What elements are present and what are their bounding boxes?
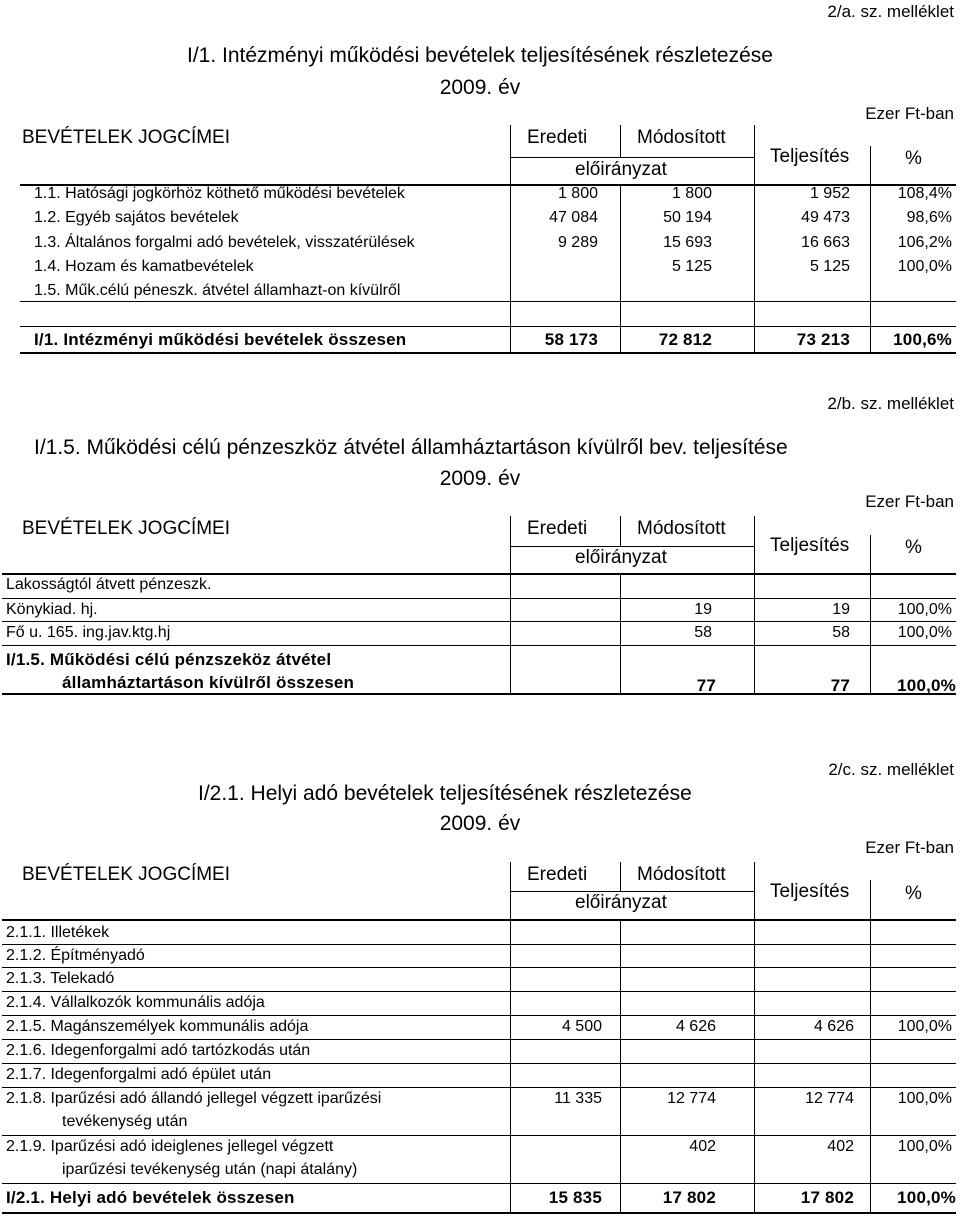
table-row: 2.1.6. Idegenforgalmi adó tartózkodás után — [6, 1042, 311, 1059]
table-cell: 19 — [832, 601, 850, 618]
section-year-2: 2009. év — [439, 467, 521, 490]
total-cell: 58 173 — [544, 330, 598, 349]
header-original-2: Eredeti — [527, 518, 588, 539]
table-cell: 11 335 — [554, 1090, 602, 1107]
header-percent-2: % — [905, 537, 922, 558]
table-row: Könykiad. hj. — [6, 601, 98, 618]
total-row-2-line1: I/1.5. Működési célú pénzszeköz átvétel — [6, 650, 332, 669]
unit-label-2: Ezer Ft-ban — [865, 492, 954, 511]
table-row: 1.4. Hozam és kamatbevételek — [34, 258, 254, 275]
table-cell: 100,0% — [897, 258, 952, 275]
table-cell: 49 473 — [801, 209, 850, 226]
total-cell: 73 213 — [796, 330, 850, 349]
table-row: 1.1. Hatósági jogkörhöz köthető működési bevételek — [34, 185, 405, 202]
table-cell: 402 — [827, 1138, 854, 1155]
table-cell: 4 500 — [561, 1018, 602, 1035]
header-category-2: BEVÉTELEK JOGCÍMEI — [22, 518, 230, 539]
total-cell: 17 802 — [800, 1188, 854, 1207]
table-row-continued: tevékenység után — [62, 1113, 188, 1130]
table-cell: 100,0% — [897, 624, 952, 641]
table-cell: 106,2% — [897, 234, 952, 251]
section-title-1: I/1. Intézményi működési bevételek teljesítésének részletezése — [187, 44, 773, 67]
header-percent-1: % — [905, 148, 922, 169]
section-title-3: I/2.1. Helyi adó bevételek teljesítésének részletezése — [198, 782, 692, 805]
table-row: 2.1.1. Illetékek — [6, 924, 110, 941]
table-row: 1.2. Egyéb sajátos bevételek — [34, 209, 239, 226]
header-category-1: BEVÉTELEK JOGCÍMEI — [22, 127, 230, 148]
total-row-1: I/1. Intézményi működési bevételek összesen — [34, 330, 407, 349]
table-cell: 9 289 — [557, 234, 598, 251]
table-cell: 19 — [694, 601, 712, 618]
header-original-3: Eredeti — [527, 864, 588, 885]
header-performance-3: Teljesítés — [770, 881, 850, 902]
header-appropriation-2: előirányzat — [575, 547, 667, 568]
total-cell: 100,6% — [893, 330, 952, 349]
header-appropriation-3: előirányzat — [575, 892, 667, 913]
table-row: 2.1.5. Magánszemélyek kommunális adója — [6, 1018, 309, 1035]
table-row: 1.5. Műk.célú péneszk. átvétel államhazt-on kívülről — [34, 282, 401, 299]
table-cell: 16 663 — [801, 234, 850, 251]
table-cell: 402 — [689, 1138, 716, 1155]
header-category-3: BEVÉTELEK JOGCÍMEI — [22, 864, 230, 885]
table-cell: 5 125 — [809, 258, 850, 275]
table-cell: 100,0% — [897, 1138, 952, 1155]
total-cell: 17 802 — [662, 1188, 716, 1207]
table-cell: 100,0% — [897, 1090, 952, 1107]
table-row: 2.1.7. Idegenforgalmi adó épület után — [6, 1066, 272, 1083]
table-cell: 47 084 — [549, 209, 598, 226]
unit-label-1: Ezer Ft-ban — [865, 104, 954, 123]
table-cell: 15 693 — [663, 234, 712, 251]
table-cell: 1 952 — [809, 185, 850, 202]
table-row: 2.1.9. Iparűzési adó ideiglenes jellegel végzett — [6, 1138, 334, 1155]
table-cell: 1 800 — [671, 185, 712, 202]
total-cell: 15 835 — [548, 1188, 602, 1207]
table-cell: 4 626 — [813, 1018, 854, 1035]
table-cell: 100,0% — [897, 601, 952, 618]
header-original-1: Eredeti — [527, 127, 588, 148]
table-row: Lakosságtól átvett pénzeszk. — [6, 576, 212, 593]
total-cell: 77 — [696, 676, 716, 695]
total-cell: 100,0% — [897, 676, 956, 695]
table-cell: 12 774 — [667, 1090, 716, 1107]
table-row: 2.1.2. Építményadó — [6, 947, 145, 964]
section-year-1: 2009. év — [439, 76, 521, 99]
table-row: 2.1.8. Iparűzési adó állandó jellegel végzett iparűzési — [6, 1090, 382, 1107]
table-cell: 108,4% — [897, 185, 952, 202]
table-cell: 4 626 — [675, 1018, 716, 1035]
annex-label-c: 2/c. sz. melléklet — [828, 760, 954, 779]
header-modified-1: Módosított — [637, 127, 726, 148]
section-title-2: I/1.5. Működési célú pénzeszköz átvétel államháztartáson kívülről bev. teljesítése — [34, 436, 788, 459]
header-appropriation-1: előirányzat — [575, 159, 667, 180]
table-cell: 98,6% — [906, 209, 952, 226]
section-year-3: 2009. év — [439, 812, 521, 835]
annex-label-a: 2/a. sz. melléklet — [827, 2, 954, 21]
table-cell: 12 774 — [805, 1090, 854, 1107]
annex-label-b: 2/b. sz. melléklet — [827, 394, 954, 413]
table-cell: 50 194 — [663, 209, 712, 226]
total-cell: 100,0% — [897, 1188, 956, 1207]
table-cell: 58 — [832, 624, 850, 641]
header-percent-3: % — [905, 883, 922, 904]
total-row-2-line2: államháztartáson kívülről összesen — [62, 673, 355, 692]
header-modified-2: Módosított — [637, 518, 726, 539]
table-cell: 5 125 — [671, 258, 712, 275]
total-row-3: I/2.1. Helyi adó bevételek összesen — [6, 1188, 295, 1207]
table-row: 2.1.4. Vállalkozók kommunális adója — [6, 994, 265, 1011]
total-cell: 72 812 — [658, 330, 712, 349]
header-performance-1: Teljesítés — [770, 146, 850, 167]
table-cell: 58 — [694, 624, 712, 641]
table-row: 2.1.3. Telekadó — [6, 970, 115, 987]
total-cell: 77 — [830, 676, 850, 695]
table-cell: 100,0% — [897, 1018, 952, 1035]
table-row: Fő u. 165. ing.jav.ktg.hj — [6, 624, 171, 641]
header-modified-3: Módosított — [637, 864, 726, 885]
table-row-continued: iparűzési tevékenység után (napi átalány) — [62, 1161, 358, 1178]
unit-label-3: Ezer Ft-ban — [865, 838, 954, 857]
table-row: 1.3. Általános forgalmi adó bevételek, visszatérülések — [34, 234, 415, 251]
table-cell: 1 800 — [557, 185, 598, 202]
header-performance-2: Teljesítés — [770, 535, 850, 556]
